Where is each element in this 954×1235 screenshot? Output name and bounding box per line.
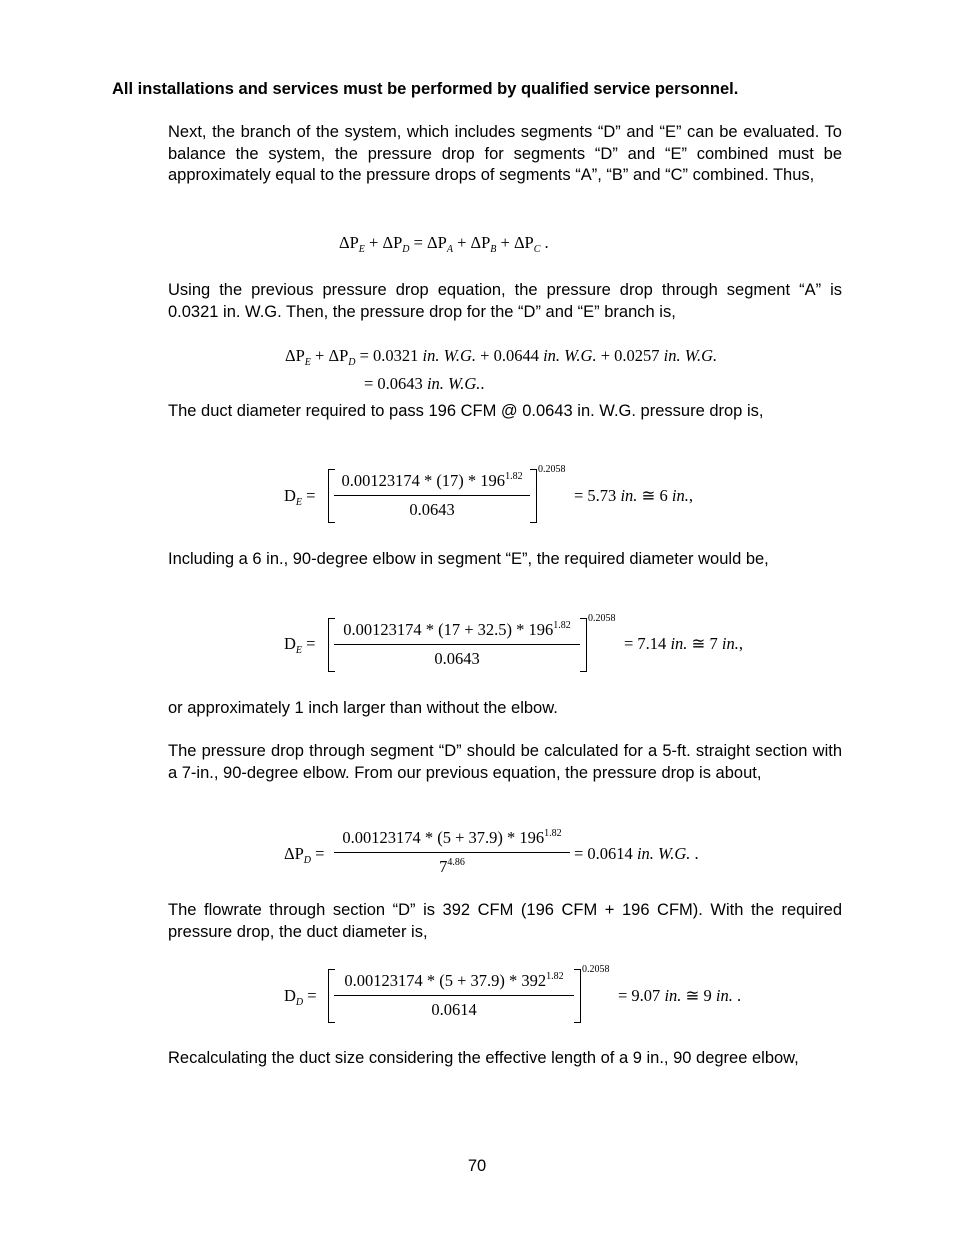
paragraph-elbow-e: Including a 6 in., 90-degree elbow in segment “E”, the required diameter would be,	[168, 550, 769, 568]
safety-notice-heading: All installations and services must be performed by qualified service personnel.	[112, 80, 739, 98]
equation-branch-sum-line1: $\Delta P_E + \Delta P_D = 0.0321$ in. W.G. + 0.0644 in. W.G. + 0.0257 in. W.G.	[285, 346, 718, 368]
equation-pressure-balance: $\Delta P_E + \Delta P_D = \Delta P_A + \Delta P_B + \Delta P_C$ .	[339, 233, 549, 255]
paragraph-branch-de: Next, the branch of the system, which includes segments “D” and “E” can be evaluated. To balance the system, the pressure drop for segments “D” and “E” combined must be approximately equal to the pressure drops of segments “A”, “B” and “C” combined. Thus,	[168, 123, 842, 184]
paragraph-elbow-comparison: or approximately 1 inch larger than without the elbow.	[168, 699, 558, 717]
paragraph-flowrate-d: The flowrate through section “D” is 392 CFM (196 CFM + 196 CFM). With the required pressure drop, the duct diameter is,	[168, 901, 842, 941]
paragraph-recalculating: Recalculating the duct size considering the effective length of a 9 in., 90 degree elbow,	[168, 1049, 799, 1067]
paragraph-segment-d: The pressure drop through segment “D” should be calculated for a 5-ft. straight section with a 7-in., 90-degree elbow. From our previous equation, the pressure drop is about,	[168, 742, 842, 782]
paragraph-segment-a: Using the previous pressure drop equation, the pressure drop through segment “A” is 0.0321 in. W.G. Then, the pressure drop for the “D” and “E” branch is,	[168, 281, 842, 321]
page-number: 70	[467, 1157, 487, 1175]
paragraph-duct-diameter: The duct diameter required to pass 196 CFM @ 0.0643 in. W.G. pressure drop is,	[168, 402, 764, 420]
equation-branch-sum-line2: = 0.0643 in. W.G..	[364, 374, 485, 393]
